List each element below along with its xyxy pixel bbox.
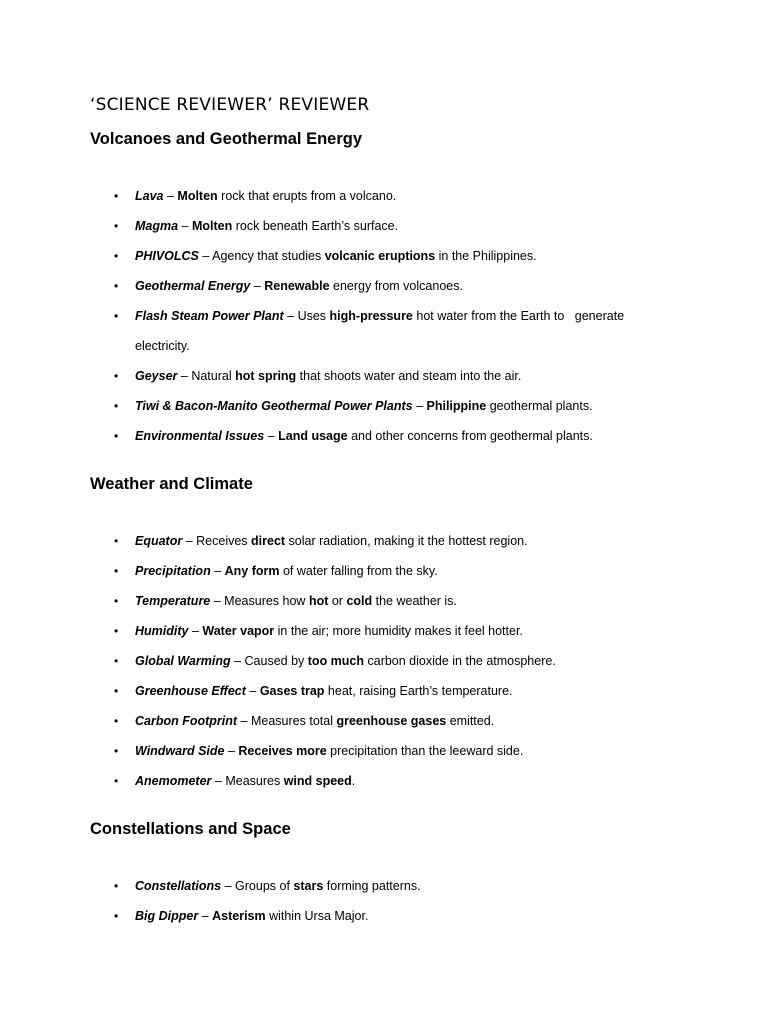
bullet-icon: • <box>114 684 119 698</box>
list-item <box>90 586 690 616</box>
list-item <box>90 676 690 706</box>
item-keyword: greenhouse gases <box>336 714 447 728</box>
item-separator: – <box>198 909 213 923</box>
item-text: hot water from the Earth to generate electricity. <box>135 309 628 353</box>
item-text: Caused by <box>244 654 308 668</box>
bullet-list-weather <box>90 526 690 796</box>
item-keyword: hot <box>308 594 329 608</box>
list-item <box>90 391 690 421</box>
item-text: Measures <box>225 774 284 788</box>
item-keyword: direct <box>251 534 286 548</box>
item-term: Geothermal Energy <box>135 279 251 293</box>
item-text: energy from volcanoes. <box>329 279 463 293</box>
list-item <box>90 421 690 451</box>
bullet-icon: • <box>114 309 119 323</box>
section-heading-volcanoes: Volcanoes and Geothermal Energy <box>90 130 363 148</box>
bullet-icon: • <box>114 624 119 638</box>
item-separator: – <box>412 399 427 413</box>
list-item <box>90 646 690 676</box>
item-text: forming patterns. <box>323 879 421 893</box>
list-item <box>90 211 690 241</box>
list-item <box>90 901 690 931</box>
list-item <box>90 271 690 301</box>
item-keyword: Gases trap <box>259 684 325 698</box>
item-text: Groups of <box>235 879 294 893</box>
item-keyword: high-pressure <box>329 309 413 323</box>
item-term: Equator <box>135 534 183 548</box>
item-text: that shoots water and steam into the air. <box>296 369 522 383</box>
item-separator: – <box>264 429 279 443</box>
item-separator: – <box>211 774 226 788</box>
item-term: Big Dipper <box>135 909 199 923</box>
item-term: Lava <box>135 189 164 203</box>
item-separator: – <box>283 309 298 323</box>
item-text: the weather is. <box>372 594 457 608</box>
item-separator: – <box>245 684 260 698</box>
item-term: Flash Steam Power Plant <box>135 309 284 323</box>
item-text: and other concerns from geothermal plants. <box>347 429 593 443</box>
bullet-icon: • <box>114 369 119 383</box>
item-separator: – <box>182 534 197 548</box>
item-keyword: wind speed <box>283 774 352 788</box>
item-text: in the Philippines. <box>435 249 537 263</box>
bullet-icon: • <box>114 909 119 923</box>
item-separator: – <box>210 564 225 578</box>
item-separator: – <box>250 279 265 293</box>
bullet-icon: • <box>114 714 119 728</box>
item-text: rock that erupts from a volcano. <box>217 189 397 203</box>
item-term: Greenhouse Effect <box>135 684 246 698</box>
bullet-icon: • <box>114 564 119 578</box>
item-term: Carbon Footprint <box>135 714 238 728</box>
item-term: Constellations <box>135 879 222 893</box>
item-keyword: Molten <box>191 219 233 233</box>
bullet-icon: • <box>114 774 119 788</box>
list-item <box>90 736 690 766</box>
item-keyword: hot spring <box>235 369 297 383</box>
list-item <box>90 181 690 211</box>
item-keyword: volcanic eruptions <box>324 249 436 263</box>
item-text: emitted. <box>446 714 495 728</box>
item-text: heat, raising Earth’s temperature. <box>324 684 513 698</box>
item-keyword: Land usage <box>278 429 348 443</box>
item-keyword: Philippine <box>426 399 487 413</box>
item-keyword: Renewable <box>264 279 330 293</box>
section-heading-weather: Weather and Climate <box>90 475 253 493</box>
item-separator: – <box>178 219 192 233</box>
bullet-icon: • <box>114 879 119 893</box>
item-text: solar radiation, making it the hottest region. <box>285 534 528 548</box>
item-text: of water falling from the sky. <box>279 564 438 578</box>
item-term: Anemometer <box>135 774 212 788</box>
item-term: Geyser <box>135 369 178 383</box>
item-text: precipitation than the leeward side. <box>326 744 524 758</box>
item-separator: – <box>224 744 239 758</box>
item-separator: – <box>177 369 192 383</box>
item-keyword: Water vapor <box>202 624 275 638</box>
bullet-icon: • <box>114 279 119 293</box>
bullet-icon: • <box>114 249 119 263</box>
bullet-icon: • <box>114 654 119 668</box>
list-item <box>90 556 690 586</box>
list-item <box>90 526 690 556</box>
item-term: Environmental Issues <box>135 429 265 443</box>
item-keyword: stars <box>293 879 324 893</box>
item-separator: – <box>198 249 213 263</box>
item-term: Windward Side <box>135 744 225 758</box>
item-term: Global Warming <box>135 654 231 668</box>
item-keyword: Asterism <box>212 909 266 923</box>
item-separator: – <box>230 654 245 668</box>
bullet-list-space <box>90 871 690 931</box>
list-item <box>90 766 690 796</box>
item-text: Measures total <box>250 714 337 728</box>
item-term: Humidity <box>135 624 189 638</box>
list-item <box>90 241 690 271</box>
bullet-icon: • <box>114 534 119 548</box>
item-text: Uses <box>297 309 330 323</box>
item-keyword: Any form <box>224 564 280 578</box>
item-term: Temperature <box>135 594 211 608</box>
bullet-icon: • <box>114 219 119 233</box>
item-term: PHIVOLCS <box>135 249 199 263</box>
item-text: rock beneath Earth’s surface. <box>232 219 399 233</box>
item-text: carbon dioxide in the atmosphere. <box>364 654 556 668</box>
item-separator: – <box>210 594 225 608</box>
item-text: Agency that studies <box>212 249 325 263</box>
item-text: Measures how <box>224 594 309 608</box>
section-heading-space: Constellations and Space <box>90 820 291 838</box>
item-text: in the air; more humidity makes it feel hotter. <box>274 624 523 638</box>
item-text: Natural <box>191 369 236 383</box>
item-separator: – <box>163 189 178 203</box>
item-keyword: too much <box>307 654 365 668</box>
list-item <box>90 706 690 736</box>
item-text: Receives <box>196 534 252 548</box>
item-separator: – <box>188 624 203 638</box>
item-text: . <box>351 774 356 788</box>
bullet-list-volcanoes <box>90 181 690 451</box>
bullet-icon: • <box>114 429 119 443</box>
document-title: ‘SCIENCE REVIEWER’ REVIEWER <box>90 95 370 115</box>
bullet-icon: • <box>114 744 119 758</box>
list-item <box>90 616 690 646</box>
item-keyword: cold <box>346 594 373 608</box>
list-item <box>90 301 635 361</box>
item-keyword: Receives more <box>238 744 327 758</box>
item-term: Magma <box>135 219 179 233</box>
item-term: Precipitation <box>135 564 211 578</box>
list-item <box>90 871 690 901</box>
bullet-icon: • <box>114 189 119 203</box>
item-text: within Ursa Major. <box>265 909 369 923</box>
item-separator: – <box>221 879 236 893</box>
item-separator: – <box>237 714 251 728</box>
list-item <box>90 361 690 391</box>
item-text: geothermal plants. <box>486 399 593 413</box>
item-term: Tiwi & Bacon-Manito Geothermal Power Plants <box>135 399 413 413</box>
item-text: or <box>328 594 347 608</box>
bullet-icon: • <box>114 594 119 608</box>
bullet-icon: • <box>114 399 119 413</box>
item-keyword: Molten <box>177 189 218 203</box>
